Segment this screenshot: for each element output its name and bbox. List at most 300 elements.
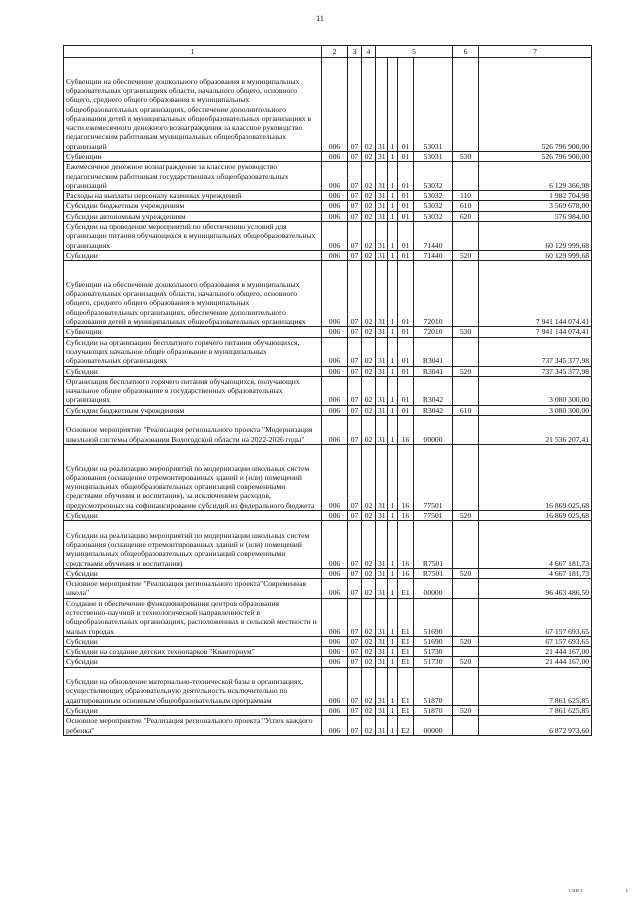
direction-code-cell: 53031 xyxy=(414,152,453,162)
direction-code-cell: 71440 xyxy=(414,250,453,260)
subsection-code-cell: 02 xyxy=(362,416,376,445)
table-row xyxy=(64,405,592,415)
program-code-cell: 31 xyxy=(376,162,388,191)
amount-cell: 6 129 366,98 xyxy=(479,162,592,191)
admin-code-cell: 006 xyxy=(322,636,348,646)
program-code-cell: 31 xyxy=(376,376,388,405)
amount-cell: 1 982 704,98 xyxy=(479,191,592,201)
amount-cell: 526 796 900,00 xyxy=(479,58,592,152)
expense-type-cell: 520 xyxy=(453,366,479,376)
section-code-cell: 07 xyxy=(348,579,362,599)
admin-code-cell: 006 xyxy=(322,327,348,337)
amount-cell: 737 345 377,98 xyxy=(479,366,592,376)
program-code-cell: 31 xyxy=(376,598,388,636)
amount-cell: 7 941 144 074,41 xyxy=(479,261,592,327)
expense-type-cell xyxy=(453,416,479,445)
subprogram-code-cell: 1 xyxy=(388,162,398,191)
event-code-cell: 01 xyxy=(398,376,414,405)
subsection-code-cell: 02 xyxy=(362,667,376,705)
header-cell: 4 xyxy=(362,46,376,58)
admin-code-cell: 006 xyxy=(322,152,348,162)
admin-code-cell: 006 xyxy=(322,191,348,201)
direction-code-cell: 53032 xyxy=(414,191,453,201)
expense-type-cell xyxy=(453,598,479,636)
program-code-cell: 31 xyxy=(376,647,388,657)
table-row xyxy=(64,337,592,366)
amount-cell: 4 667 181,73 xyxy=(479,521,592,569)
program-code-cell: 31 xyxy=(376,667,388,705)
amount-cell: 60 129 999,68 xyxy=(479,222,592,251)
table-row xyxy=(64,705,592,715)
program-code-cell: 31 xyxy=(376,222,388,251)
row-name-cell: Создание и обеспечение функционирования центров образования естественно-научной и технологической направленностей в общеобразовательных организациях, расположенных в сельской местности и малых городах xyxy=(64,598,322,636)
section-code-cell: 07 xyxy=(348,191,362,201)
program-code-cell: 31 xyxy=(376,201,388,211)
event-code-cell: 01 xyxy=(398,152,414,162)
admin-code-cell: 006 xyxy=(322,647,348,657)
direction-code-cell: 72010 xyxy=(414,327,453,337)
direction-code-cell: 00000 xyxy=(414,579,453,599)
admin-code-cell: 006 xyxy=(322,598,348,636)
row-name-cell: Субсидии xyxy=(64,705,322,715)
row-name-cell: Субсидии на реализацию мероприятий по модернизации школьных систем образования (оснащение отремонтированных зданий и (или) помещений муниципальных общеобразовательных организаций современными средствами обучения и воспитания) xyxy=(64,521,322,569)
subprogram-code-cell: 1 xyxy=(388,657,398,667)
table-row xyxy=(64,58,592,152)
direction-code-cell: 53031 xyxy=(414,58,453,152)
direction-code-cell: R3041 xyxy=(414,337,453,366)
row-name-cell: Субсидии на создание детских технопарков "Кванториум" xyxy=(64,647,322,657)
program-code-cell: 31 xyxy=(376,657,388,667)
amount-cell: 7 861 625,85 xyxy=(479,705,592,715)
subsection-code-cell: 02 xyxy=(362,511,376,521)
subsection-code-cell: 02 xyxy=(362,405,376,415)
expense-type-cell xyxy=(453,222,479,251)
row-name-cell: Субсидии xyxy=(64,366,322,376)
table-row xyxy=(64,201,592,211)
table-row xyxy=(64,521,592,569)
section-code-cell: 07 xyxy=(348,366,362,376)
section-code-cell: 07 xyxy=(348,376,362,405)
program-code-cell: 31 xyxy=(376,416,388,445)
amount-cell: 96 463 486,50 xyxy=(479,579,592,599)
program-code-cell: 31 xyxy=(376,716,388,736)
event-code-cell: 01 xyxy=(398,162,414,191)
amount-cell: 67 157 693,65 xyxy=(479,636,592,646)
section-code-cell: 07 xyxy=(348,636,362,646)
expense-type-cell xyxy=(453,162,479,191)
section-code-cell: 07 xyxy=(348,716,362,736)
direction-code-cell: R3042 xyxy=(414,376,453,405)
event-code-cell: 01 xyxy=(398,327,414,337)
program-code-cell: 31 xyxy=(376,191,388,201)
program-code-cell: 31 xyxy=(376,444,388,510)
subprogram-code-cell: 1 xyxy=(388,327,398,337)
admin-code-cell: 006 xyxy=(322,250,348,260)
expense-type-cell: 110 xyxy=(453,191,479,201)
event-code-cell: E1 xyxy=(398,598,414,636)
admin-code-cell: 006 xyxy=(322,261,348,327)
program-code-cell: 31 xyxy=(376,636,388,646)
table-row xyxy=(64,598,592,636)
section-code-cell: 07 xyxy=(348,657,362,667)
amount-cell: 6 872 973,60 xyxy=(479,716,592,736)
section-code-cell: 07 xyxy=(348,337,362,366)
header-cell: 1 xyxy=(64,46,322,58)
table-body xyxy=(64,58,592,736)
program-code-cell: 31 xyxy=(376,327,388,337)
row-name-cell: Субсидии на организацию бесплатного горячего питания обучающихся, получающих начальное общее образование в муниципальных образовательных организациях xyxy=(64,337,322,366)
direction-code-cell: R3041 xyxy=(414,366,453,376)
admin-code-cell: 006 xyxy=(322,568,348,578)
subsection-code-cell: 02 xyxy=(362,211,376,221)
direction-code-cell: R7501 xyxy=(414,568,453,578)
table-row xyxy=(64,444,592,510)
page-number: 11 xyxy=(316,14,324,23)
expense-type-cell: 530 xyxy=(453,152,479,162)
table-row xyxy=(64,250,592,260)
row-name-cell: Субвенции на обеспечение дошкольного образования в муниципальных образовательных организациях области, начального общего, основного общего, среднего общего образования в муниципальных общеобразовательных организациях, обеспечение дополнительного образования детей в муниципальных общеобразовательных организациях в части ежемесячного денежного вознаграждения за классное руководство педагогическим работникам муниципальных общеобразовательных организаций xyxy=(64,58,322,152)
admin-code-cell: 006 xyxy=(322,511,348,521)
admin-code-cell: 006 xyxy=(322,376,348,405)
subsection-code-cell: 02 xyxy=(362,705,376,715)
expense-type-cell xyxy=(453,337,479,366)
subsection-code-cell: 02 xyxy=(362,657,376,667)
subsection-code-cell: 02 xyxy=(362,647,376,657)
amount-cell: 576 984,00 xyxy=(479,211,592,221)
direction-code-cell: 51730 xyxy=(414,647,453,657)
row-name-cell: Расходы на выплаты персоналу казенных учреждений xyxy=(64,191,322,201)
amount-cell: 67 157 693,65 xyxy=(479,598,592,636)
amount-cell: 21 444 167,00 xyxy=(479,647,592,657)
section-code-cell: 07 xyxy=(348,667,362,705)
program-code-cell: 31 xyxy=(376,261,388,327)
section-code-cell: 07 xyxy=(348,162,362,191)
budget-table xyxy=(63,45,592,736)
direction-code-cell: 51690 xyxy=(414,636,453,646)
subprogram-code-cell: 1 xyxy=(388,211,398,221)
event-code-cell: E2 xyxy=(398,716,414,736)
subsection-code-cell: 02 xyxy=(362,568,376,578)
event-code-cell: E1 xyxy=(398,667,414,705)
admin-code-cell: 006 xyxy=(322,405,348,415)
direction-code-cell: 71440 xyxy=(414,222,453,251)
event-code-cell: 01 xyxy=(398,337,414,366)
row-name-cell: Субсидии на проведение мероприятий по обеспечению условий для организации питания обучающихся в муниципальных общеобразовательных организациях xyxy=(64,222,322,251)
section-code-cell: 07 xyxy=(348,201,362,211)
admin-code-cell: 006 xyxy=(322,416,348,445)
event-code-cell: 16 xyxy=(398,416,414,445)
amount-cell: 4 667 181,73 xyxy=(479,568,592,578)
subprogram-code-cell: 1 xyxy=(388,366,398,376)
section-code-cell: 07 xyxy=(348,327,362,337)
program-code-cell: 31 xyxy=(376,405,388,415)
direction-code-cell: 00000 xyxy=(414,716,453,736)
expense-type-cell: 520 xyxy=(453,511,479,521)
event-code-cell: E1 xyxy=(398,579,414,599)
section-code-cell: 07 xyxy=(348,444,362,510)
row-name-cell: Основное мероприятие "Реализация регионального проекта "Успех каждого ребенка" xyxy=(64,716,322,736)
program-code-cell: 31 xyxy=(376,152,388,162)
expense-type-cell: 520 xyxy=(453,250,479,260)
row-name-cell: Основное мероприятие "Реализация регионального проекта "Модернизация школьной системы образования Вологодской области на 2022-2026 годы" xyxy=(64,416,322,445)
program-code-cell: 31 xyxy=(376,250,388,260)
section-code-cell: 07 xyxy=(348,261,362,327)
row-name-cell: Субсидии на обновление материально-технической базы в организациях, осуществляющих образовательную деятельность исключительно по адаптированным основным общеобразовательным программам xyxy=(64,667,322,705)
expense-type-cell: 610 xyxy=(453,201,479,211)
direction-code-cell: 00000 xyxy=(414,416,453,445)
subsection-code-cell: 02 xyxy=(362,201,376,211)
section-code-cell: 07 xyxy=(348,58,362,152)
admin-code-cell: 006 xyxy=(322,657,348,667)
event-code-cell: E1 xyxy=(398,647,414,657)
header-cell: 3 xyxy=(348,46,362,58)
subprogram-code-cell: 1 xyxy=(388,376,398,405)
direction-code-cell: 51690 xyxy=(414,598,453,636)
admin-code-cell: 006 xyxy=(322,705,348,715)
event-code-cell: 01 xyxy=(398,250,414,260)
admin-code-cell: 006 xyxy=(322,716,348,736)
amount-cell: 3 080 300,00 xyxy=(479,405,592,415)
subsection-code-cell: 02 xyxy=(362,152,376,162)
expense-type-cell xyxy=(453,376,479,405)
row-name-cell: Субсидии xyxy=(64,657,322,667)
section-code-cell: 07 xyxy=(348,705,362,715)
expense-type-cell xyxy=(453,579,479,599)
admin-code-cell: 006 xyxy=(322,667,348,705)
section-code-cell: 07 xyxy=(348,598,362,636)
subsection-code-cell: 02 xyxy=(362,337,376,366)
table-row xyxy=(64,657,592,667)
amount-cell: 16 869 025,68 xyxy=(479,444,592,510)
table-header-row xyxy=(64,46,592,58)
admin-code-cell: 006 xyxy=(322,579,348,599)
event-code-cell: 01 xyxy=(398,222,414,251)
subsection-code-cell: 02 xyxy=(362,222,376,251)
header-cell: 7 xyxy=(479,46,592,58)
subsection-code-cell: 02 xyxy=(362,261,376,327)
subsection-code-cell: 02 xyxy=(362,716,376,736)
expense-type-cell: 610 xyxy=(453,405,479,415)
row-name-cell: Субсидии xyxy=(64,511,322,521)
subprogram-code-cell: 1 xyxy=(388,667,398,705)
admin-code-cell: 006 xyxy=(322,201,348,211)
row-name-cell: Основное мероприятие "Реализация регионального проекта"Современная школа" xyxy=(64,579,322,599)
expense-type-cell xyxy=(453,716,479,736)
table-row xyxy=(64,416,592,445)
table-row xyxy=(64,191,592,201)
subprogram-code-cell: 1 xyxy=(388,568,398,578)
expense-type-cell xyxy=(453,521,479,569)
subsection-code-cell: 02 xyxy=(362,598,376,636)
expense-type-cell xyxy=(453,667,479,705)
amount-cell: 7 861 625,85 xyxy=(479,667,592,705)
table-row xyxy=(64,211,592,221)
subprogram-code-cell: 1 xyxy=(388,647,398,657)
event-code-cell: 01 xyxy=(398,211,414,221)
row-name-cell: Субсидии бюджетным учреждениям xyxy=(64,201,322,211)
subsection-code-cell: 02 xyxy=(362,191,376,201)
event-code-cell: E1 xyxy=(398,636,414,646)
direction-code-cell: 72010 xyxy=(414,261,453,327)
event-code-cell: 01 xyxy=(398,261,414,327)
program-code-cell: 31 xyxy=(376,568,388,578)
subsection-code-cell: 02 xyxy=(362,162,376,191)
program-code-cell: 31 xyxy=(376,511,388,521)
direction-code-cell: R7501 xyxy=(414,521,453,569)
amount-cell: 737 345 377,98 xyxy=(479,337,592,366)
expense-type-cell: 620 xyxy=(453,211,479,221)
event-code-cell: 01 xyxy=(398,201,414,211)
event-code-cell: 16 xyxy=(398,521,414,569)
subprogram-code-cell: 1 xyxy=(388,261,398,327)
subprogram-code-cell: 1 xyxy=(388,416,398,445)
table-row xyxy=(64,162,592,191)
row-name-cell: Ежемесячное денежное вознаграждение за классное руководство педагогическим работникам государственных общеобразовательных организаций xyxy=(64,162,322,191)
amount-cell: 3 080 300,00 xyxy=(479,376,592,405)
table-row xyxy=(64,667,592,705)
amount-cell: 21 444 167,00 xyxy=(479,657,592,667)
admin-code-cell: 006 xyxy=(322,366,348,376)
row-name-cell: Субвенции на обеспечение дошкольного образования в муниципальных образовательных организациях области, начального общего, основного общего, среднего общего образования в муниципальных общеобразовательных организациях, обеспечение дополнительного образования детей в муниципальных общеобразовательных организациях xyxy=(64,261,322,327)
program-code-cell: 31 xyxy=(376,521,388,569)
subsection-code-cell: 02 xyxy=(362,636,376,646)
header-cell: 6 xyxy=(453,46,479,58)
amount-cell: 526 796 900,00 xyxy=(479,152,592,162)
row-name-cell: Субвенции xyxy=(64,327,322,337)
table-row xyxy=(64,511,592,521)
subprogram-code-cell: 1 xyxy=(388,250,398,260)
subsection-code-cell: 02 xyxy=(362,250,376,260)
subsection-code-cell: 02 xyxy=(362,376,376,405)
event-code-cell: E1 xyxy=(398,657,414,667)
row-name-cell: Субсидии бюджетным учреждениям xyxy=(64,405,322,415)
event-code-cell: 01 xyxy=(398,191,414,201)
admin-code-cell: 006 xyxy=(322,337,348,366)
subprogram-code-cell: 1 xyxy=(388,201,398,211)
subsection-code-cell: 02 xyxy=(362,58,376,152)
program-code-cell: 31 xyxy=(376,366,388,376)
event-code-cell: 16 xyxy=(398,511,414,521)
subprogram-code-cell: 1 xyxy=(388,444,398,510)
expense-type-cell: 520 xyxy=(453,705,479,715)
expense-type-cell xyxy=(453,58,479,152)
direction-code-cell: 53032 xyxy=(414,211,453,221)
table-row xyxy=(64,152,592,162)
row-name-cell: Субсидии xyxy=(64,636,322,646)
row-name-cell: Субсидии xyxy=(64,250,322,260)
direction-code-cell: 51730 xyxy=(414,657,453,667)
event-code-cell: 01 xyxy=(398,58,414,152)
direction-code-cell: 77501 xyxy=(414,444,453,510)
table-row xyxy=(64,716,592,736)
section-code-cell: 07 xyxy=(348,152,362,162)
row-name-cell: Субсидии на реализацию мероприятий по модернизации школьных систем образования (оснащение отремонтированных зданий и (или) помещений муниципальных общеобразовательных организаций современными средствами обучения и воспитания), за исключением расходов, предусмотренных на софинансирование субсидий из федерального бюджета xyxy=(64,444,322,510)
expense-type-cell xyxy=(453,261,479,327)
subsection-code-cell: 02 xyxy=(362,579,376,599)
admin-code-cell: 006 xyxy=(322,444,348,510)
subsection-code-cell: 02 xyxy=(362,444,376,510)
section-code-cell: 07 xyxy=(348,416,362,445)
footer-scan-mark: ı xyxy=(626,888,628,894)
event-code-cell: 01 xyxy=(398,405,414,415)
expense-type-cell: 520 xyxy=(453,636,479,646)
direction-code-cell: R3042 xyxy=(414,405,453,415)
subprogram-code-cell: 1 xyxy=(388,705,398,715)
expense-type-cell xyxy=(453,647,479,657)
table-row xyxy=(64,647,592,657)
row-name-cell: Субвенции xyxy=(64,152,322,162)
event-code-cell: 16 xyxy=(398,568,414,578)
subprogram-code-cell: 1 xyxy=(388,521,398,569)
row-name-cell: Организация бесплатного горячего питания обучающихся, получающих начальное общее образование в государственных образовательных организациях xyxy=(64,376,322,405)
amount-cell: 16 869 025,68 xyxy=(479,511,592,521)
program-code-cell: 31 xyxy=(376,579,388,599)
admin-code-cell: 006 xyxy=(322,162,348,191)
subprogram-code-cell: 1 xyxy=(388,222,398,251)
direction-code-cell: 77501 xyxy=(414,511,453,521)
expense-type-cell: 520 xyxy=(453,568,479,578)
section-code-cell: 07 xyxy=(348,647,362,657)
table-row xyxy=(64,376,592,405)
section-code-cell: 07 xyxy=(348,222,362,251)
program-code-cell: 31 xyxy=(376,211,388,221)
section-code-cell: 07 xyxy=(348,250,362,260)
subsection-code-cell: 02 xyxy=(362,327,376,337)
expense-type-cell xyxy=(453,444,479,510)
row-name-cell: Субсидии xyxy=(64,568,322,578)
event-code-cell: E1 xyxy=(398,705,414,715)
admin-code-cell: 006 xyxy=(322,222,348,251)
table-row xyxy=(64,327,592,337)
subprogram-code-cell: 1 xyxy=(388,191,398,201)
table-row xyxy=(64,222,592,251)
expense-type-cell: 520 xyxy=(453,657,479,667)
row-name-cell: Субсидии автономным учреждениям xyxy=(64,211,322,221)
table-row xyxy=(64,579,592,599)
direction-code-cell: 53032 xyxy=(414,162,453,191)
table-row xyxy=(64,366,592,376)
subsection-code-cell: 02 xyxy=(362,366,376,376)
admin-code-cell: 006 xyxy=(322,521,348,569)
subsection-code-cell: 02 xyxy=(362,521,376,569)
subprogram-code-cell: 1 xyxy=(388,337,398,366)
footer-scan-mark: ı ıııı ı xyxy=(569,888,583,894)
program-code-cell: 31 xyxy=(376,58,388,152)
program-code-cell: 31 xyxy=(376,337,388,366)
event-code-cell: 16 xyxy=(398,444,414,510)
amount-cell: 21 536 207,41 xyxy=(479,416,592,445)
subprogram-code-cell: 1 xyxy=(388,579,398,599)
table-row xyxy=(64,568,592,578)
subprogram-code-cell: 1 xyxy=(388,152,398,162)
section-code-cell: 07 xyxy=(348,405,362,415)
header-cell: 5 xyxy=(376,46,453,58)
event-code-cell: 01 xyxy=(398,366,414,376)
amount-cell: 3 569 678,00 xyxy=(479,201,592,211)
direction-code-cell: 51870 xyxy=(414,705,453,715)
table-row xyxy=(64,636,592,646)
section-code-cell: 07 xyxy=(348,511,362,521)
subprogram-code-cell: 1 xyxy=(388,58,398,152)
direction-code-cell: 51870 xyxy=(414,667,453,705)
header-cell: 2 xyxy=(322,46,348,58)
admin-code-cell: 006 xyxy=(322,58,348,152)
subprogram-code-cell: 1 xyxy=(388,598,398,636)
program-code-cell: 31 xyxy=(376,705,388,715)
section-code-cell: 07 xyxy=(348,211,362,221)
direction-code-cell: 53032 xyxy=(414,201,453,211)
amount-cell: 60 129 999,68 xyxy=(479,250,592,260)
